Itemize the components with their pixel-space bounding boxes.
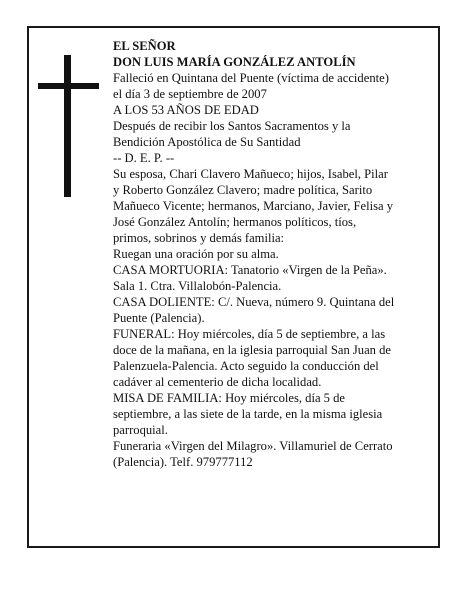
mortuary-line: Sala 1. Ctra. Villalobón-Palencia. [113,279,282,293]
sacraments-line: Después de recibir los Santos Sacramentos y la [113,119,351,133]
funeral-line: doce de la mañana, en la iglesia parroquial San Juan de [113,343,392,357]
funeral-home-line: (Palencia). Telf. 979777112 [113,455,253,469]
family-mass-line: parroquial. [113,423,168,437]
obituary-heading: EL SEÑOR [113,39,176,53]
obituary-text [113,38,425,470]
funeral-line: Palenzuela-Palencia. Acto seguido la conducción del [113,359,379,373]
family-mass-line: MISA DE FAMILIA: Hoy miércoles, día 5 de [113,391,346,405]
family-line: Su esposa, Chari Clavero Mañueco; hijos, Isabel, Pilar [113,167,388,181]
death-date: el día 3 de septiembre de 2007 [113,87,267,101]
mortuary-line: CASA MORTUORIA: Tanatorio «Virgen de la Peña». [113,263,387,277]
cross-horizontal-bar [38,83,99,89]
family-home-line: Puente (Palencia). [113,311,205,325]
funeral-home-line: Funeraria «Virgen del Milagro». Villamuriel de Cerrato [113,439,393,453]
death-place: Falleció en Quintana del Puente (víctima de accidente) [113,71,389,85]
family-mass-line: septiembre, a las siete de la tarde, en la misma iglesia [113,407,383,421]
rip-line: -- D. E. P. -- [113,151,175,165]
family-home-line: CASA DOLIENTE: C/. Nueva, número 9. Quintana del [113,295,395,309]
family-line: José González Antolín; hermanos políticos, tíos, [113,215,357,229]
family-line: y Roberto González Clavero; madre política, Sarito [113,183,373,197]
family-line: primos, sobrinos y demás familia: [113,231,285,245]
prayer-line: Ruegan una oración por su alma. [113,247,279,261]
funeral-line: FUNERAL: Hoy miércoles, día 5 de septiembre, a las [113,327,386,341]
family-line: Mañueco Vicente; hermanos, Marciano, Javier, Felisa y [113,199,394,213]
deceased-name: DON LUIS MARÍA GONZÁLEZ ANTOLÍN [113,55,356,69]
age-line: A LOS 53 AÑOS DE EDAD [113,103,259,117]
cross-vertical-bar [64,55,71,197]
sacraments-line: Bendición Apostólica de Su Santidad [113,135,301,149]
funeral-line: cadáver al cementerio de dicha localidad. [113,375,322,389]
